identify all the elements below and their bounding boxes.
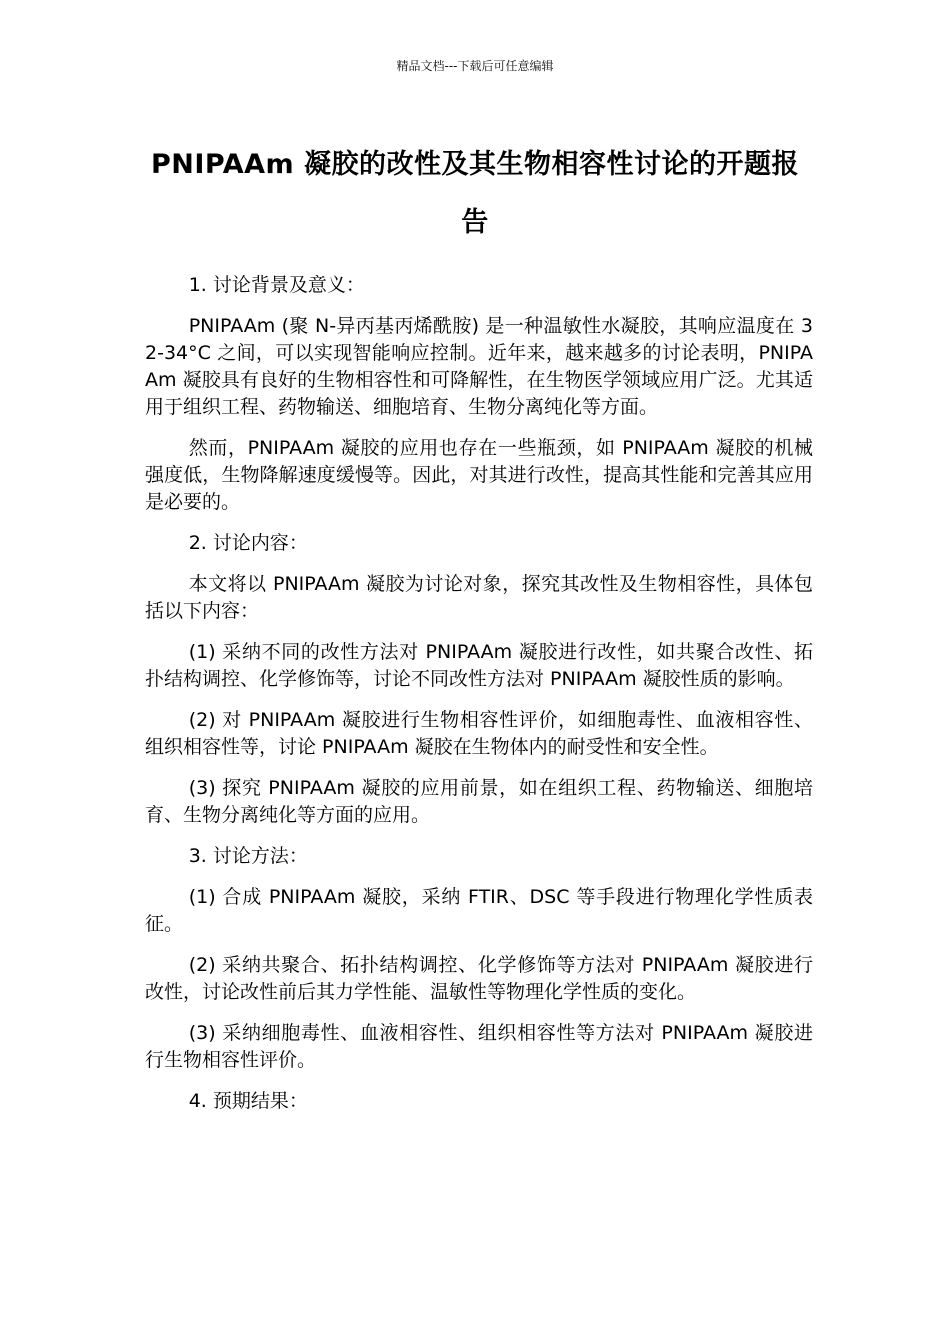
paragraph-background-2: 然而，PNIPAAm 凝胶的应用也存在一些瓶颈，如 PNIPAAm 凝胶的机械强度低，生物降解速度缓慢等。因此，对其进行改性，提高其性能和完善其应用是必要的。 bbox=[145, 437, 813, 513]
header-note: 精品文档---下载后可任意编辑 bbox=[396, 59, 554, 73]
paragraph-content-item-1: (1) 采纳不同的改性方法对 PNIPAAm 凝胶进行改性，如共聚合改性、拓扑结构调控、化学修饰等，讨论不同改性方法对 PNIPAAm 凝胶性质的影响。 bbox=[145, 641, 813, 690]
section-heading-methods: 3. 讨论方法： bbox=[188, 845, 308, 867]
section-heading-expected-results: 4. 预期结果： bbox=[188, 1090, 308, 1112]
paragraph-content-item-3: (3) 探究 PNIPAAm 凝胶的应用前景，如在组织工程、药物输送、细胞培育、生物分离纯化等方面的应用。 bbox=[145, 777, 813, 826]
section-heading-content: 2. 讨论内容： bbox=[188, 532, 308, 554]
paragraph-methods-item-2: (2) 采纳共聚合、拓扑结构调控、化学修饰等方法对 PNIPAAm 凝胶进行改性，讨论改性前后其力学性能、温敏性等物理化学性质的变化。 bbox=[145, 954, 813, 1003]
section-heading-background: 1. 讨论背景及意义： bbox=[188, 274, 365, 296]
paragraph-methods-item-1: (1) 合成 PNIPAAm 凝胶，采纳 FTIR、DSC 等手段进行物理化学性质表征。 bbox=[145, 886, 813, 935]
paragraph-content-intro: 本文将以 PNIPAAm 凝胶为讨论对象，探究其改性及生物相容性，具体包括以下内容： bbox=[145, 573, 813, 622]
paragraph-content-item-2: (2) 对 PNIPAAm 凝胶进行生物相容性评价，如细胞毒性、血液相容性、组织相容性等，讨论 PNIPAAm 凝胶在生物体内的耐受性和安全性。 bbox=[145, 709, 813, 758]
paragraph-methods-item-3: (3) 采纳细胞毒性、血液相容性、组织相容性等方法对 PNIPAAm 凝胶进行生物相容性评价。 bbox=[145, 1022, 813, 1071]
paragraph-background-1: PNIPAAm (聚 N-异丙基丙烯酰胺) 是一种温敏性水凝胶，其响应温度在 32-34°C 之间，可以实现智能响应控制。近年来，越来越多的讨论表明，PNIPAAm 凝胶具有良好的生物相容性和可降解性，在生物医学领域应用广泛。尤其适用于组织工程、药物输送、细胞培育、生物分离纯化等方面。 bbox=[145, 315, 813, 418]
document-body bbox=[145, 272, 813, 1129]
document-title: PNIPAAm 凝胶的改性及其生物相容性讨论的开题报告 bbox=[150, 149, 800, 238]
